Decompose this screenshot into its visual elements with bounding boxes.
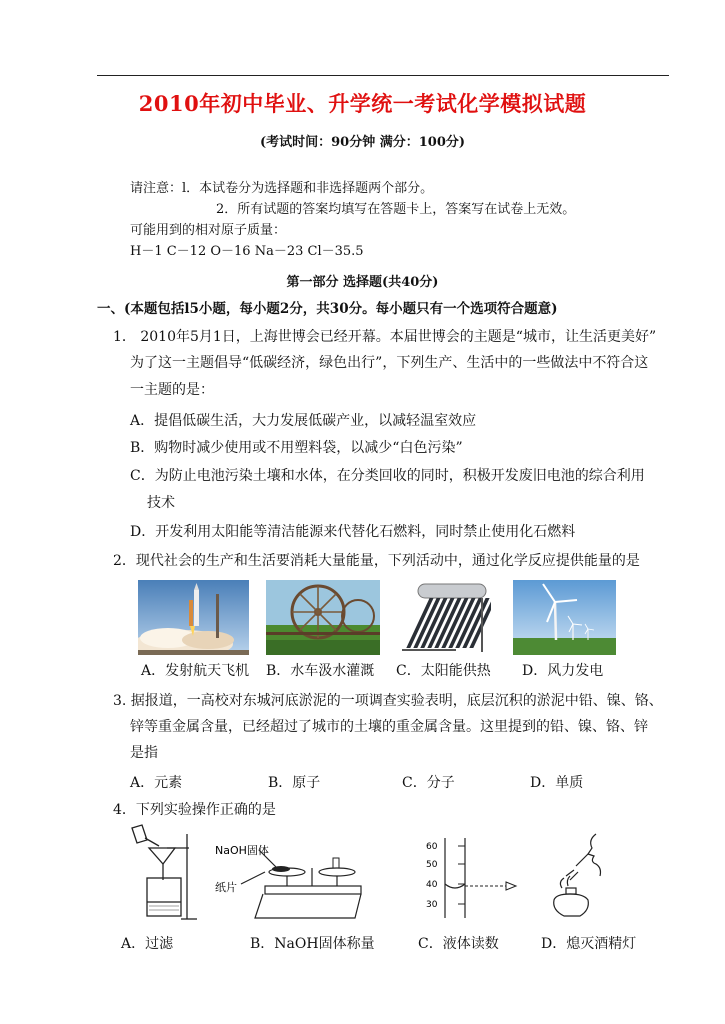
- solar-water-heater-photo: [396, 580, 491, 655]
- exam-title: 2010年初中毕业、升学统一考试化学模拟试题: [138, 91, 587, 116]
- cylinder-tick-30: 30: [426, 900, 438, 910]
- q3-line-2: 锌等重金属含量，已经超过了城市的土壤的重金属含量。这里提到的铅、镍、铬、锌: [130, 719, 648, 735]
- notice-line-1: 请注意：l．本试卷分为选择题和非选择题两个部分。: [130, 181, 434, 196]
- q3-option-c: C．分子: [402, 775, 455, 791]
- q2-stem: 2．现代社会的生产和生活要消耗大量能量，下列活动中，通过化学反应提供能量的是: [113, 553, 640, 569]
- q1-option-b: B．购物时减少使用或不用塑料袋，以减少“白色污染”: [130, 440, 463, 456]
- filtration-diagram: [127, 824, 207, 922]
- wind-turbine-photo: [513, 580, 616, 655]
- q3-option-b: B．原子: [268, 775, 321, 791]
- q1-option-a: A．提倡低碳生活，大力发展低碳产业，以减轻温室效应: [130, 413, 477, 429]
- q2-option-a: A．发射航天飞机: [141, 663, 250, 679]
- notice-line-2: 2．所有试题的答案均填写在答题卡上，答案写在试卷上无效。: [216, 202, 576, 217]
- exam-subtitle: (考试时间：90分钟 满分：100分): [259, 135, 466, 150]
- part1-heading: 第一部分 选择题(共40分): [286, 275, 439, 290]
- header-rule: [97, 75, 669, 76]
- q3-line-1: 3. 据报道，一高校对东城河底淤泥的一项调查实验表明，底层沉积的淤泥中铅、镍、铬、: [113, 693, 663, 709]
- space-shuttle-launch-photo: [138, 580, 249, 655]
- paper-label: 纸片: [215, 881, 237, 894]
- waterwheel-photo: [266, 580, 380, 655]
- q1-option-c: C．为防止电池污染土壤和水体，在分类回收的同时，积极开发废旧电池的综合利用: [130, 468, 645, 484]
- naoh-solid-label: NaOH固体: [215, 844, 269, 857]
- q2-option-c: C．太阳能供热: [396, 663, 491, 679]
- q1-line-1: 1． 2010年5月1日，上海世博会已经开幕。本届世博会的主题是“城市，让生活更美好”: [113, 329, 657, 345]
- cylinder-tick-40: 40: [426, 880, 438, 890]
- q1-option-d: D．开发利用太阳能等清洁能源来代替化石燃料，同时禁止使用化石燃料: [130, 524, 576, 540]
- q1-option-c-cont: 技术: [147, 495, 175, 511]
- q2-option-b: B．水车汲水灌溉: [266, 663, 375, 679]
- atomic-masses: H－1 C－12 O－16 Na－23 Cl－35.5: [130, 244, 364, 259]
- cylinder-tick-60: 60: [426, 842, 438, 852]
- q4-option-c: C．液体读数: [418, 936, 499, 952]
- cylinder-tick-50: 50: [426, 860, 438, 870]
- balance-diagram: [215, 840, 365, 922]
- notice-line-3: 可能用到的相对原子质量：: [130, 223, 287, 238]
- q1-line-2: 为了这一主题倡导“低碳经济，绿色出行”，下列生产、生活中的一些做法中不符合这: [130, 355, 649, 371]
- q2-option-d: D．风力发电: [522, 663, 604, 679]
- q4-option-d: D．熄灭酒精灯: [541, 936, 637, 952]
- q3-option-d: D．单质: [530, 775, 584, 791]
- q4-stem: 4．下列实验操作正确的是: [113, 802, 276, 818]
- q4-option-b: B．NaOH固体称量: [250, 936, 375, 952]
- q4-option-a: A．过滤: [121, 936, 174, 952]
- graduated-cylinder-diagram: [420, 836, 530, 922]
- q3-option-a: A．元素: [130, 775, 183, 791]
- q3-line-3: 是指: [130, 745, 158, 761]
- section-1-heading: 一、(本题包括l5小题，每小题2分，共30分。每小题只有一个选项符合题意): [97, 301, 558, 317]
- q1-line-3: 一主题的是：: [130, 382, 214, 398]
- alcohol-lamp-diagram: [540, 830, 630, 922]
